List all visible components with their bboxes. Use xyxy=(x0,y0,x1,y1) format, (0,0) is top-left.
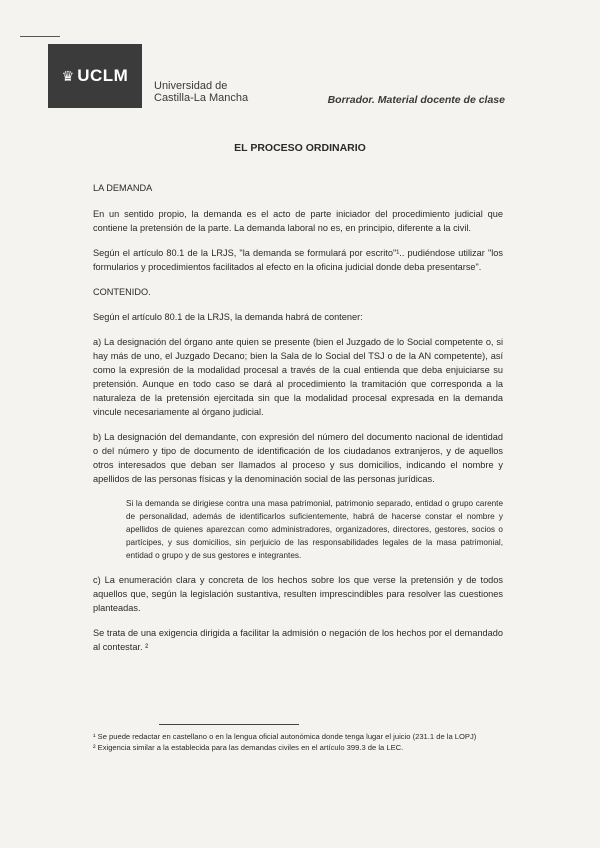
document-title: EL PROCESO ORDINARIO xyxy=(234,142,366,154)
paragraph-b: b) La designación del demandante, con expresión del número del documento nacional de identidad o del número y tipo de documento de identificación de los ciudadanos extranjeros, y de aquellos otros interesados que deban ser llamados al proceso y sus domicilios, indicando el nombre y apellidos de las personas físicas y la denominación social de las personas jurídicas. xyxy=(93,432,503,484)
uclm-logo xyxy=(48,44,142,108)
paragraph-3: Según el artículo 80.1 de la LRJS, la demanda habrá de contener: xyxy=(93,312,363,322)
shield-icon: ♛ xyxy=(61,67,75,84)
footnote-2: ² Exigencia similar a la establecida para las demandas civiles en el artículo 399.3 de la LEC. xyxy=(93,743,404,752)
indented-paragraph: Si la demanda se dirigiese contra una masa patrimonial, patrimonio separado, entidad o grupo carente de personalidad, además de identificarlos suficientemente, habrá de hacerse constar el nombre y apellidos de quienes aparezcan como administradores, organizadores, directores, gestores, socios o partícipes, y sus domicilios, sin perjuicio de las responsabilidades legales de la masa patrimonial, entidad o grupo y de sus gestores e integrantes. xyxy=(126,499,503,560)
paragraph-a: a) La designación del órgano ante quien se presente (bien el Juzgado de lo Social competente o, si hay más de uno, el Juzgado Decano; bien la Sala de lo Social del TSJ o de la AN competente), así como la expresión de la modalidad procesal a través de la cual entienda que deba enjuiciarse su pretensión. Aunque en todo caso se dará al procedimiento la tramitación que corresponda a la naturaleza de la pretensión ejercitada sin que la modalidad procesal expresada en la demanda vincule necesariamente al órgano judicial. xyxy=(93,337,503,417)
contenido-heading: CONTENIDO. xyxy=(93,287,151,297)
footnote-1: ¹ Se puede redactar en castellano o en la lengua oficial autonómica donde tenga lugar el juicio (231.1 de la LOPJ) xyxy=(93,732,477,741)
footnote-rule xyxy=(159,724,299,725)
paragraph-1: En un sentido propio, la demanda es el acto de parte iniciador del procedimiento judicial que contiene la pretensión de la parte. La demanda laboral no es, en principio, diferente a la civil. xyxy=(93,209,503,233)
logo-text: UCLM xyxy=(77,66,129,85)
university-line-2: Castilla-La Mancha xyxy=(154,92,249,104)
top-rule xyxy=(20,36,60,37)
footnotes xyxy=(93,731,505,753)
paragraph-c: c) La enumeración clara y concreta de los hechos sobre los que verse la pretensión y de todos aquellos que, según la legislación sustantiva, resulten imprescindibles para resolver las cuestiones planteadas. xyxy=(93,575,503,613)
paragraph-2: Según el artículo 80.1 de la LRJS, "la demanda se formulará por escrito"¹.. pudiéndose utilizar "los formularios y procedimientos facilitados al efecto en la oficina judicial donde deba presentarse". xyxy=(93,248,503,272)
university-name xyxy=(154,80,248,104)
document-body xyxy=(93,181,503,654)
paragraph-last: Se trata de una exigencia dirigida a facilitar la admisión o negación de los hechos por el demandado al contestar. ² xyxy=(93,628,503,652)
section-heading: LA DEMANDA xyxy=(93,183,153,193)
header-note: Borrador. Material docente de clase xyxy=(327,94,505,106)
university-line-1: Universidad de xyxy=(154,80,228,92)
